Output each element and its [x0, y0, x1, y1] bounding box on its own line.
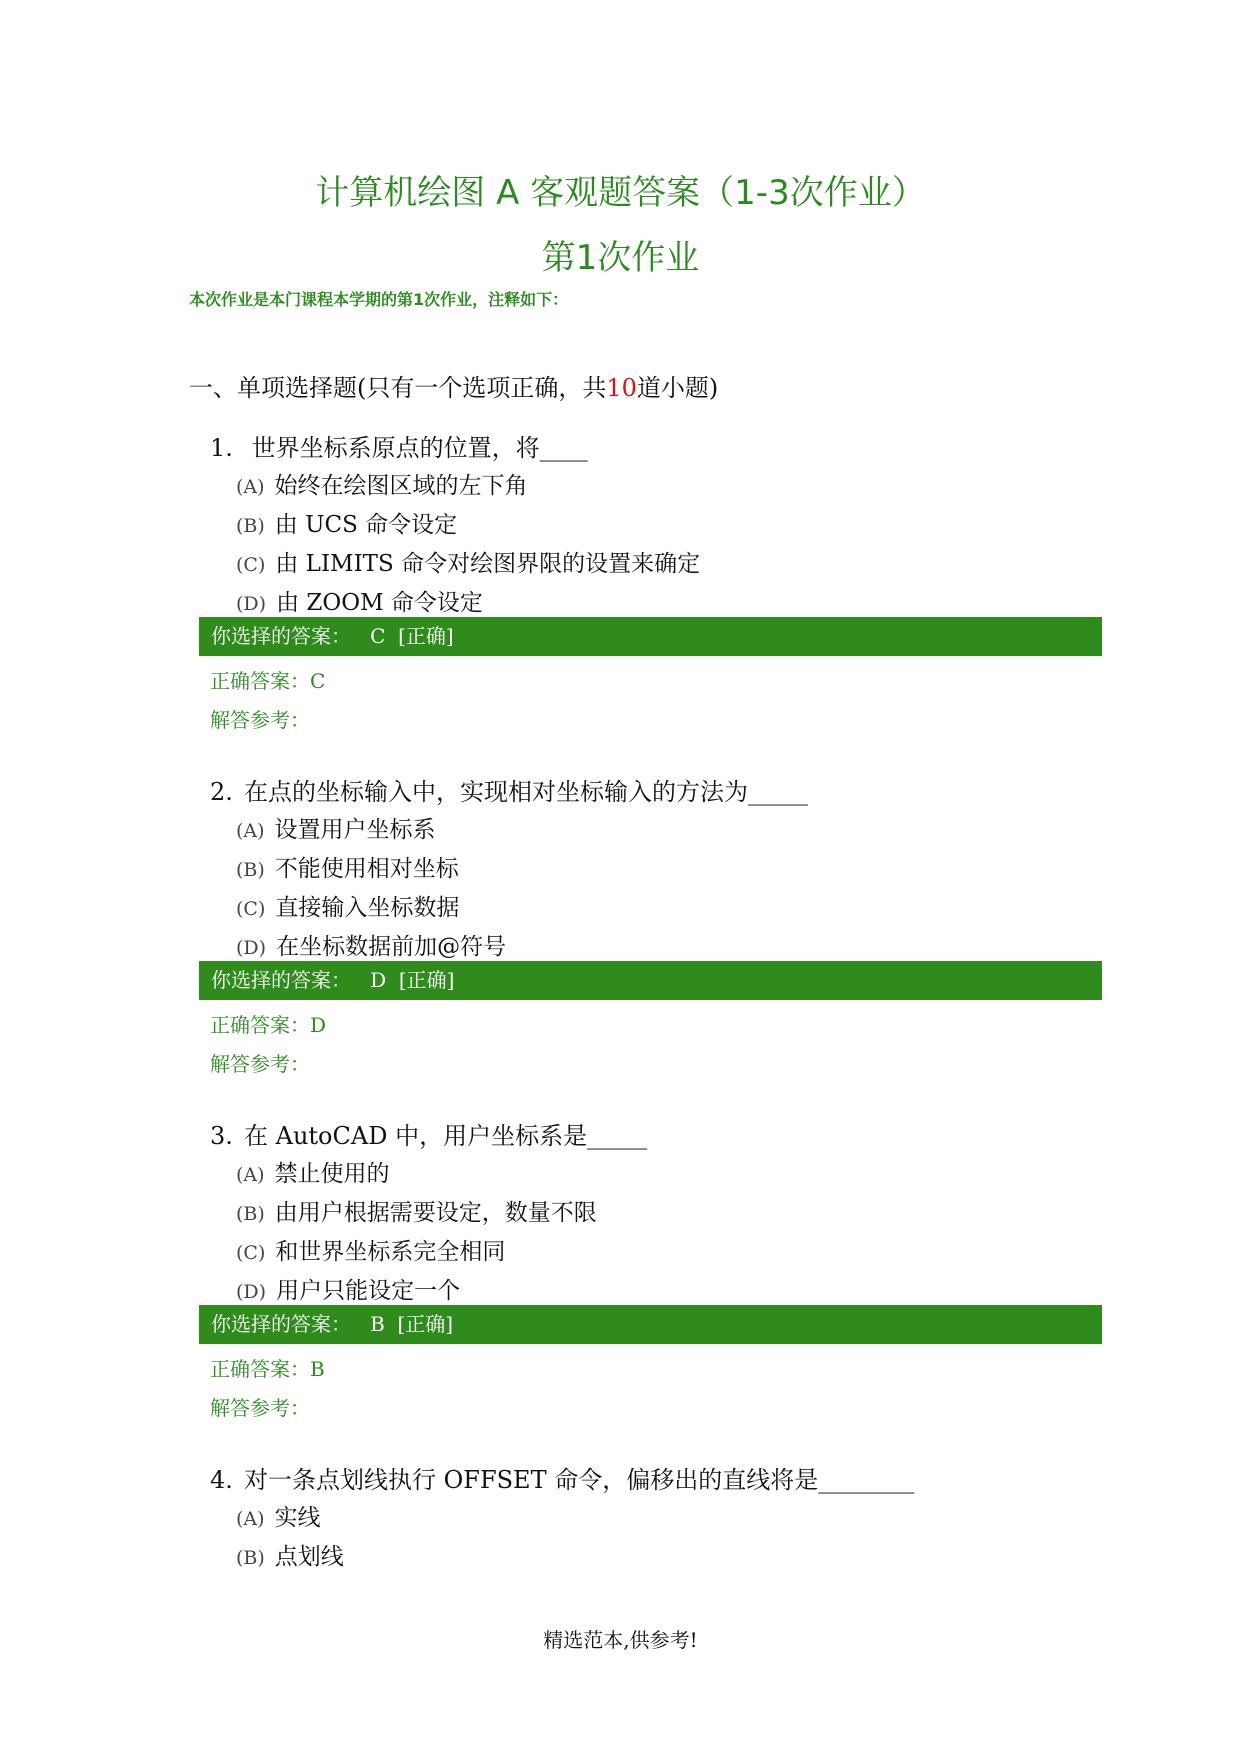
option-d [236, 928, 506, 961]
option-letter: (C) [236, 898, 266, 920]
question-stem [210, 1116, 647, 1151]
question-count: 10 [606, 374, 637, 402]
option-letter: (A) [236, 1164, 265, 1186]
question-number: 4. [210, 1466, 233, 1494]
document-title: 计算机绘图 A 客观题答案（1-3次作业） [315, 173, 926, 213]
option-text: 设置用户坐标系 [274, 817, 436, 843]
question-number: 2. [210, 778, 233, 806]
correct-answer [210, 665, 325, 694]
correct-answer-label: 正确答案： [210, 669, 310, 693]
correct-answer-label: 正确答案： [210, 1013, 310, 1037]
option-text: 由 ZOOM 命令设定 [276, 590, 483, 616]
correct-answer-value: C [310, 669, 326, 693]
answer-status: [正确] [398, 624, 454, 648]
selected-answer: D [370, 968, 387, 992]
answer-reference: 解答参考： [210, 708, 310, 732]
option-c [236, 889, 459, 922]
question-number: 1. [210, 434, 233, 462]
your-answer-label: 你选择的答案： [211, 624, 351, 648]
option-letter: (B) [236, 515, 265, 537]
selected-answer-bar [199, 617, 1102, 656]
option-b [236, 850, 459, 883]
option-letter: (D) [236, 937, 267, 959]
option-text: 由用户根据需要设定，数量不限 [274, 1200, 597, 1226]
option-letter: (C) [236, 554, 266, 576]
option-c [236, 545, 700, 578]
selected-answer-bar [199, 961, 1102, 1000]
page-footer: 精选范本,供参考! [543, 1628, 698, 1652]
option-d [236, 584, 483, 617]
section-heading-suffix: 道小题) [636, 374, 719, 402]
option-letter: (A) [236, 1508, 265, 1530]
question-stem [210, 772, 808, 807]
intro-note: 本次作业是本门课程本学期的第1次作业，注释如下： [189, 290, 569, 309]
option-b [236, 1538, 344, 1571]
option-letter: (A) [236, 476, 265, 498]
option-text: 由 LIMITS 命令对绘图界限的设置来确定 [275, 551, 701, 577]
option-d [236, 1272, 460, 1305]
option-text: 用户只能设定一个 [276, 1278, 461, 1304]
section-heading [189, 368, 718, 403]
option-text: 禁止使用的 [274, 1161, 390, 1187]
correct-answer [210, 1353, 325, 1382]
answer-status: [正确] [398, 968, 455, 992]
option-text: 点划线 [274, 1544, 344, 1570]
correct-answer [210, 1009, 326, 1038]
option-text: 在坐标数据前加@符号 [276, 934, 507, 960]
option-c [236, 1233, 505, 1266]
answer-reference: 解答参考： [210, 1396, 310, 1420]
question-text: 在 AutoCAD 中，用户坐标系是_____ [244, 1122, 648, 1150]
question-stem [210, 1460, 914, 1495]
answer-reference: 解答参考： [210, 1052, 310, 1076]
question-text: 对一条点划线执行 OFFSET 命令，偏移出的直线将是________ [244, 1466, 915, 1494]
correct-answer-value: D [310, 1013, 327, 1037]
answer-status: [正确] [397, 1312, 454, 1336]
option-letter: (B) [236, 859, 265, 881]
question-stem [210, 428, 588, 463]
selected-answer: B [370, 1312, 385, 1336]
option-b [236, 506, 457, 539]
question-number: 3. [210, 1122, 233, 1150]
option-text: 由 UCS 命令设定 [274, 512, 458, 538]
option-letter: (C) [236, 1242, 266, 1264]
assignment-title: 第1次作业 [541, 238, 700, 278]
option-a [236, 467, 528, 500]
option-text: 始终在绘图区域的左下角 [274, 473, 528, 499]
option-text: 直接输入坐标数据 [275, 895, 460, 921]
your-answer-label: 你选择的答案： [211, 1312, 351, 1336]
option-a [236, 811, 436, 844]
correct-answer-label: 正确答案： [210, 1357, 310, 1381]
option-text: 不能使用相对坐标 [274, 856, 459, 882]
option-text: 和世界坐标系完全相同 [275, 1239, 506, 1265]
option-text: 实线 [274, 1505, 321, 1531]
your-answer-label: 你选择的答案： [211, 968, 351, 992]
option-a [236, 1499, 321, 1532]
option-letter: (D) [236, 1281, 267, 1303]
selected-answer-bar [199, 1305, 1102, 1344]
option-a [236, 1155, 390, 1188]
option-letter: (B) [236, 1203, 265, 1225]
question-text: 世界坐标系原点的位置，将____ [251, 434, 588, 462]
option-b [236, 1194, 597, 1227]
correct-answer-value: B [310, 1357, 325, 1381]
section-heading-prefix: 一、单项选择题(只有一个选项正确，共 [189, 374, 607, 402]
selected-answer: C [370, 624, 386, 648]
question-text: 在点的坐标输入中，实现相对坐标输入的方法为_____ [244, 778, 808, 806]
option-letter: (A) [236, 820, 265, 842]
option-letter: (B) [236, 1547, 265, 1569]
option-letter: (D) [236, 593, 267, 615]
